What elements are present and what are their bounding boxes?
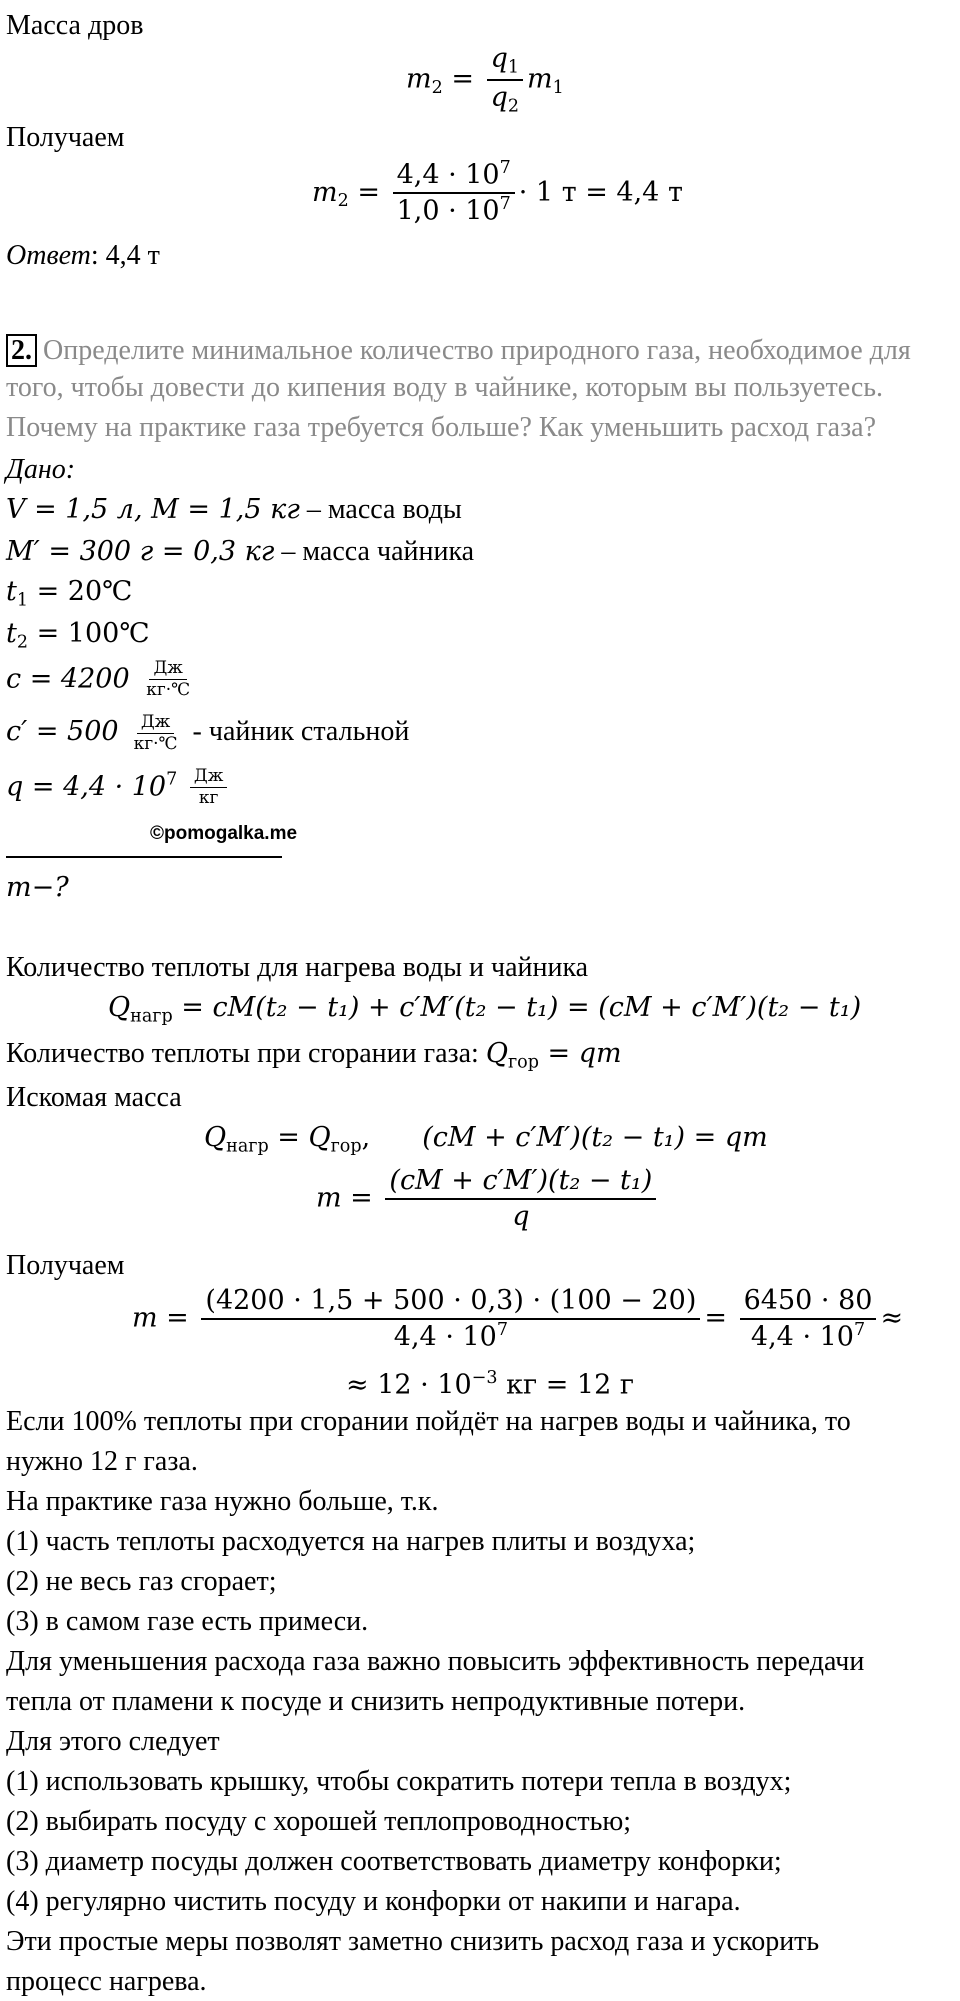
sought-label: Искомая масса	[6, 1082, 182, 1113]
conclusion-p1-line1: Если 100% теплоты при сгорании пойдёт на нагрев воды и чайника, то	[6, 1406, 851, 1437]
conclusion-p5-line1: Эти простые меры позволят заметно снизить расход газа и ускорить	[6, 1926, 820, 1957]
reason-3: (3) в самом газе есть примеси.	[6, 1606, 369, 1637]
get-label-top: Получаем	[6, 122, 125, 153]
given-t2: $t_2$ = 100℃	[6, 618, 150, 653]
conclusion-p4: Для этого следует	[6, 1726, 220, 1757]
answer-line: Ответ: 4,4 т	[6, 240, 160, 271]
task2-line3: Почему на практике газа требуется больше? Как уменьшить расход газа?	[6, 412, 877, 443]
given-c-water: c = 4200 $\frac{Дж}{кг\cdot℃}$	[6, 658, 191, 701]
given-volume: V = 1,5 л, M = 1,5 кг – масса воды	[6, 494, 462, 525]
mass-label: Масса дров	[6, 10, 144, 41]
get-label-solution: Получаем	[6, 1250, 125, 1281]
heat-label: Количество теплоты для нагрева воды и чайника	[6, 952, 589, 983]
formula-firewood-result: $m_2$ = $\frac{4,4 \cdot 10^7}{1,0 \cdot 10^7}$ · 1 т = 4,4 т	[312, 158, 683, 227]
find-label: m−?	[6, 872, 69, 903]
conclusion-p5-line2: процесс нагрева.	[6, 1966, 207, 1997]
task2-line2: того, чтобы довести до кипения воду в чайнике, которым вы пользуетесь.	[6, 372, 884, 403]
given-t1: $t_1$ = 20℃	[6, 576, 133, 611]
reason-2: (2) не весь газ сгорает;	[6, 1566, 277, 1597]
watermark: ©pomogalka.me	[150, 823, 298, 844]
reason-1: (1) часть теплоты расходуется на нагрев плиты и воздуха;	[6, 1526, 696, 1557]
conclusion-p1-line2: нужно 12 г газа.	[6, 1446, 198, 1477]
conclusion-p2: На практике газа нужно больше, т.к.	[6, 1486, 439, 1517]
step-1: (1) использовать крышку, чтобы сократить потери тепла в воздух;	[6, 1766, 792, 1797]
formula-calculation: m = $\frac{(4200 \cdot 1,5 + 500 \cdot 0,3) \cdot (100 - 20)}{4,4 \cdot 10^7}$ = $\frac{6450 \cdot 80}{4,4 \cdot 10^7}$ ≈	[132, 1285, 904, 1353]
conclusion-p3-line1: Для уменьшения расхода газа важно повысить эффективность передачи	[6, 1646, 865, 1677]
step-3: (3) диаметр посуды должен соответствовать диаметру конфорки;	[6, 1846, 782, 1877]
formula-firewood-mass: $m_2$ = $\frac{q_1}{q_2}$ $m_1$	[406, 43, 564, 117]
given-kettle-mass: M′ = 300 г = 0,3 кг – масса чайника	[6, 536, 475, 567]
formula-result: ≈ $12 \cdot 10^{-3}$ кг = 12 г	[346, 1368, 634, 1401]
task-number-badge: 2.	[6, 334, 37, 367]
task2-line1: 2. Определите минимальное количество природного газа, необходимое для	[6, 334, 911, 367]
conclusion-p3-line2: тепла от пламени к посуде и снизить непродуктивные потери.	[6, 1686, 746, 1717]
given-label: Дано:	[6, 454, 76, 485]
given-q: $q = 4,4 \cdot 10^7$ $\frac{Дж}{кг}$	[6, 766, 231, 810]
formula-mass: m = $\frac{\text{(cM + c′M′)(t₂ − t₁)}}{q}$	[316, 1164, 660, 1234]
given-divider	[6, 856, 282, 858]
heat-formula: $Q_{нагр} = cM(t_2 - t_1) + c'M'(t_2 - t_1) = (cM + c'M')(t_2 - t_1)$	[108, 992, 862, 1027]
step-4: (4) регулярно чистить посуду и конфорки от накипи и нагара.	[6, 1886, 741, 1917]
equation-balance: $Q_{нагр} = Q_{гор}$, (cM + c′M′)(t₂ − t₁) = qm	[204, 1122, 768, 1157]
given-c-kettle: c′ = 500 $\frac{Дж}{кг\cdot℃}$ - чайник стальной	[6, 712, 410, 755]
burn-label: Количество теплоты при сгорании газа: $Q_{гор}$ = qm	[6, 1038, 622, 1073]
step-2: (2) выбирать посуду с хорошей теплопроводностью;	[6, 1806, 632, 1837]
